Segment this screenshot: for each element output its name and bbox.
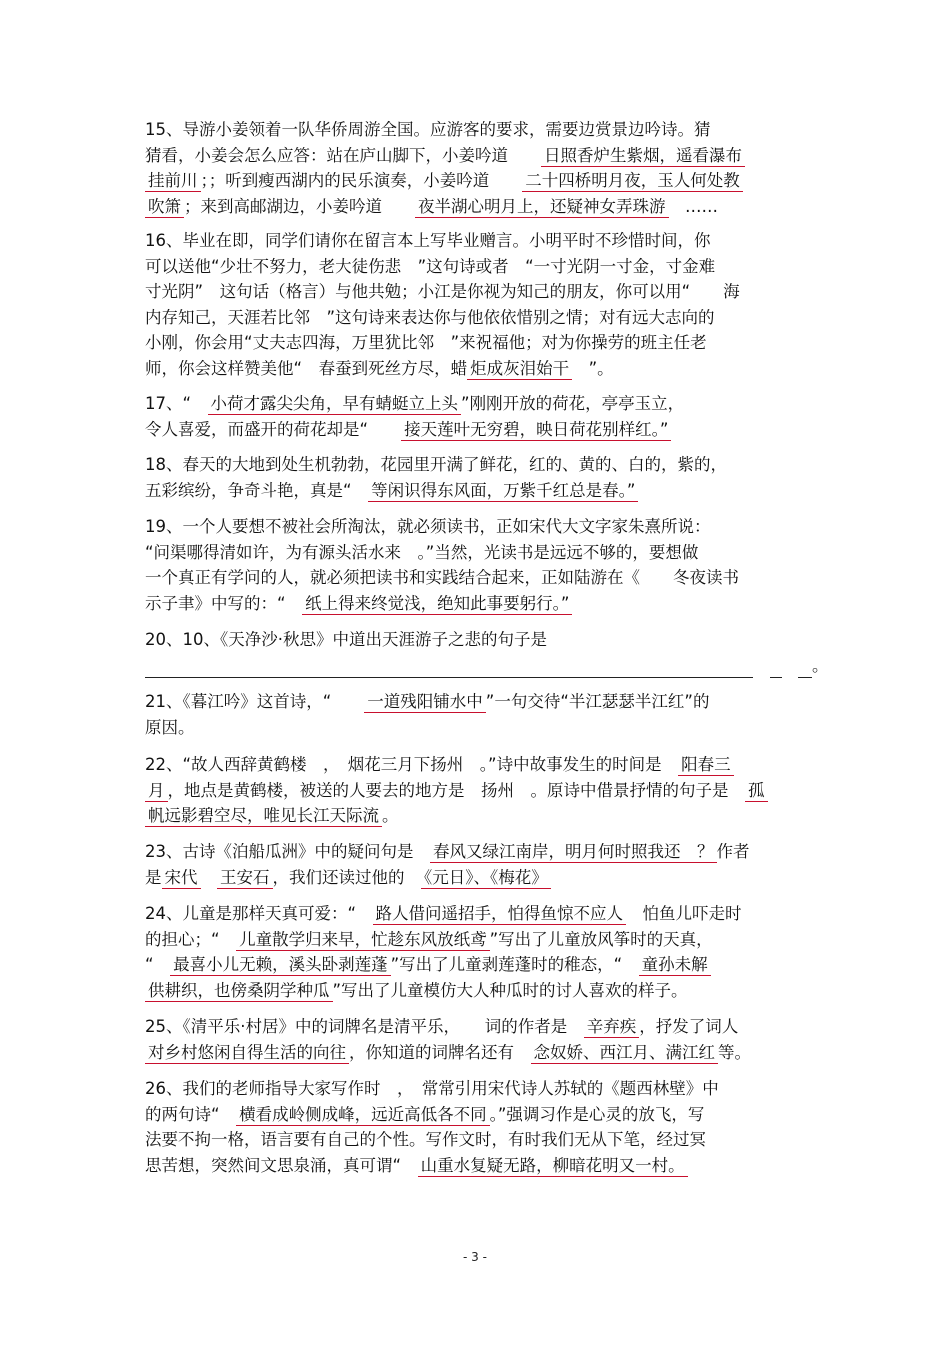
q15-answer: 挂前川 xyxy=(145,171,201,192)
q26-line-2 xyxy=(145,1102,810,1128)
q26-line-4 xyxy=(145,1153,810,1179)
question-17 xyxy=(145,391,810,442)
q24-text: ”写出了儿童模仿大人种瓜时的讨人喜欢的样子。 xyxy=(332,980,688,1000)
question-23 xyxy=(145,839,810,890)
question-24 xyxy=(145,901,810,1003)
q25-line-2 xyxy=(145,1040,810,1066)
q18-answer: 等闲识得东风面，万紫千红总是春。” xyxy=(368,481,638,502)
q21-answer: 一道残阳铺水中 xyxy=(364,692,486,713)
q20-line-1 xyxy=(145,627,810,653)
q24-answer: 供耕织，也傍桑阴学种瓜 xyxy=(145,981,333,1002)
q23-answer: 《元日》、《梅花》 xyxy=(421,868,551,889)
q17-text: ”刚刚开放的荷花，亭亭玉立， xyxy=(461,394,685,413)
q15-text: 猜看，小姜会怎么应答：站在庐山脚下，小姜吟道 xyxy=(145,145,508,165)
q16-line-2 xyxy=(145,254,810,280)
q20-line-2 xyxy=(145,653,829,679)
q19-text: 一个真正有学问的人，就必须把读书和实践结合起来，正如陆游在《 xyxy=(145,568,640,587)
q16-answer: 海 xyxy=(723,282,740,301)
q25-answer: 辛弃疾 xyxy=(584,1017,640,1038)
q16-answer: 少壮不努力，老大徒伤悲 xyxy=(219,256,402,276)
q25-answer: 对乡村悠闲自得生活的向往 xyxy=(145,1043,349,1064)
q23-answer: 宋代 xyxy=(162,868,201,889)
q25-text: ，抒发了词人 xyxy=(639,1017,739,1036)
q24-text: 怕鱼儿吓走时 xyxy=(642,904,742,923)
q21-text: 原因。 xyxy=(145,717,195,737)
q15-line-4 xyxy=(145,194,810,220)
q16-answer: 春蚕到死丝方尽，蜡 xyxy=(318,358,468,378)
q20-answer-blank xyxy=(145,659,753,678)
q17-answer: 接天莲叶无穷碧，映日荷花别样红。” xyxy=(401,420,671,441)
q24-answer: 路人借问遥招手，怕得鱼惊不应人 xyxy=(373,904,627,925)
q23-text: 作者 xyxy=(716,842,750,861)
q19-text: 示子聿》中写的：“ xyxy=(145,593,286,613)
q25-text: 等。 xyxy=(718,1042,751,1062)
q23-line-1 xyxy=(145,839,810,865)
q26-text: 26、我们的老师指导大家写作时 ， 常常引用宋代诗人苏轼的《题西林壁》中 xyxy=(145,1079,719,1098)
question-26 xyxy=(145,1076,810,1178)
q22-answer: 帆远影碧空尽，唯见长江天际流 xyxy=(145,806,382,827)
q21-text: ”一句交待“半江瑟瑟半江红”的 xyxy=(485,692,710,711)
q26-answer: 山重水复疑无路，柳暗花明又一村。 xyxy=(418,1156,688,1177)
q23-line-2 xyxy=(145,865,810,891)
q19-answer: 冬夜读书 xyxy=(673,568,739,587)
q17-answer: 小荷才露尖尖角，早有蜻蜓立上头 xyxy=(208,394,462,415)
q24-text: 的担心；“ xyxy=(145,929,220,949)
q17-text: 17、“ xyxy=(145,394,192,413)
q17-line-2 xyxy=(145,417,810,443)
q22-line-2 xyxy=(145,778,810,804)
q26-text: 。”强调习作是心灵的放飞，写 xyxy=(489,1104,705,1124)
q20-text: 。 xyxy=(812,655,829,675)
q15-answer: 夜半湖心明月上，还疑神女弄珠游 xyxy=(415,197,669,218)
q16-line-5 xyxy=(145,330,810,356)
q17-text: 令人喜爱，而盛开的荷花却是“ xyxy=(145,419,369,439)
q15-line-2 xyxy=(145,143,810,169)
q16-text: 小刚，你会用“ xyxy=(145,333,253,352)
q24-line-4 xyxy=(145,978,810,1004)
q25-answer: 念奴娇、西江月、满江红 xyxy=(531,1043,719,1064)
q16-answer: 丈夫志四海，万里犹比邻 xyxy=(252,333,435,352)
q26-answer: 横看成岭侧成峰，远近高低各不同 xyxy=(236,1105,490,1126)
q24-text: ”写出了儿童放风筝时的天真， xyxy=(489,929,713,949)
q24-line-1 xyxy=(145,901,810,927)
q23-answer: 王安石 xyxy=(217,868,273,889)
q23-text: 23、古诗《泊船瓜洲》中的疑问句是 xyxy=(145,842,414,861)
q16-answer: 内存知己，天涯若比邻 xyxy=(145,307,310,327)
q26-text: 思苦想，突然间文思泉涌，真可谓“ xyxy=(145,1155,402,1175)
q24-answer: 儿童散学归来早，忙趁东风放纸鸢 xyxy=(236,930,490,951)
question-15 xyxy=(145,117,810,219)
q19-line-1 xyxy=(145,514,810,540)
q19-answer: 纸上得来终觉浅，绝知此事要躬行。” xyxy=(302,594,572,615)
q16-line-3 xyxy=(145,279,810,305)
q15-text: ；；听到瘦西湖内的民乐演奏，小姜吟道 xyxy=(200,171,490,190)
q15-text: 15、导游小姜领着一队华侨周游全国。应游客的要求，需要边赏景边吟诗。猜 xyxy=(145,120,711,139)
q16-answer: 炬成灰泪始干 xyxy=(467,359,572,380)
q15-text: …… xyxy=(685,196,718,216)
q24-text: 24、儿童是那样天真可爱：“ xyxy=(145,904,357,923)
question-16 xyxy=(145,228,810,381)
q22-answer: 孤 xyxy=(745,781,768,802)
q20-answer-blank xyxy=(798,659,812,678)
q25-text: 25、《清平乐·村居》中的词牌名是清平乐， 词的作者是 xyxy=(145,1017,568,1036)
q20-text: 20、10、《天净沙·秋思》中道出天涯游子之悲的句子是 xyxy=(145,630,547,649)
question-21 xyxy=(145,689,810,740)
q18-line-2 xyxy=(145,478,810,504)
q16-text: 可以送他“ xyxy=(145,256,220,276)
q19-line-4 xyxy=(145,591,810,617)
q19-line-2 xyxy=(145,540,810,566)
q23-text: 是 xyxy=(145,867,162,887)
q26-line-3 xyxy=(145,1127,810,1153)
q22-text: 22、“故人西辞黄鹤楼 ， 烟花三月下扬州 。”诗中故事发生的时间是 xyxy=(145,755,662,774)
q22-answer: 阳春三 xyxy=(678,755,734,776)
q24-answer: 童孙未解 xyxy=(639,955,711,976)
q17-line-1 xyxy=(145,391,810,417)
q22-answer: 月 xyxy=(145,781,168,802)
q19-text: “问渠哪得清如许，为有源头活水来 。”当然，光读书是远远不够的，要想做 xyxy=(145,542,699,562)
q24-line-2 xyxy=(145,927,810,953)
q16-line-4 xyxy=(145,305,810,331)
q15-text: ；来到高邮湖边，小姜吟道 xyxy=(184,196,382,216)
q16-text: ”这句诗或者 xyxy=(417,256,509,276)
q22-text: 。 xyxy=(382,806,399,825)
q16-answer: 寸光阴” xyxy=(145,282,204,301)
q16-line-1 xyxy=(145,228,810,254)
q19-text: 19、一个人要想不被社会所淘汰，就必须读书，正如宋代大文字家朱熹所说： xyxy=(145,517,711,536)
q25-text: ，你知道的词牌名还有 xyxy=(349,1042,514,1062)
q21-line-2 xyxy=(145,715,810,741)
q15-answer: 二十四桥明月夜，玉人何处教 xyxy=(522,171,743,192)
q18-line-1 xyxy=(145,452,810,478)
q24-answer: 最喜小儿无赖，溪头卧剥莲蓬 xyxy=(170,955,391,976)
q23-text: ，我们还读过他的 xyxy=(272,867,405,887)
q15-answer: 日照香炉生紫烟，遥看瀑布 xyxy=(541,146,745,167)
q25-line-1 xyxy=(145,1014,810,1040)
q24-line-3 xyxy=(145,952,810,978)
question-18 xyxy=(145,452,810,503)
q26-text: 的两句诗“ xyxy=(145,1104,220,1124)
q16-text: 16、毕业在即，同学们请你在留言本上写毕业赠言。小明平时不珍惜时间，你 xyxy=(145,231,711,250)
q21-line-1 xyxy=(145,689,810,715)
q22-line-1 xyxy=(145,752,810,778)
q15-line-1 xyxy=(145,117,810,143)
q18-text: 五彩缤纷，争奇斗艳，真是“ xyxy=(145,480,352,500)
q26-line-1 xyxy=(145,1076,810,1102)
q21-text: 21、《暮江吟》这首诗，“ xyxy=(145,692,332,711)
q16-text: ”这句诗来表达你与他依依惜别之情；对有远大志向的 xyxy=(326,307,715,327)
q15-line-3 xyxy=(145,168,810,194)
question-20 xyxy=(145,627,829,678)
q19-line-3 xyxy=(145,565,810,591)
q22-line-3 xyxy=(145,803,810,829)
q16-text: 师，你会这样赞美他“ xyxy=(145,358,303,378)
q16-text: ”。 xyxy=(588,358,614,378)
q16-line-6 xyxy=(145,356,810,382)
q24-text: “ xyxy=(145,955,154,974)
q23-answer: 春风又绿江南岸，明月何时照我还 ？ xyxy=(430,842,717,863)
question-25 xyxy=(145,1014,810,1065)
q16-text: ”来祝福他；对为你操劳的班主任老 xyxy=(450,333,707,352)
question-19 xyxy=(145,514,810,616)
q26-text: 法要不拘一格，语言要有自己的个性。写作文时，有时我们无从下笔，经过冥 xyxy=(145,1130,706,1149)
question-22 xyxy=(145,752,810,829)
page-number: - 3 - xyxy=(463,1250,487,1264)
q20-answer-blank xyxy=(770,659,782,678)
q22-text: ，地点是黄鹤楼，被送的人要去的地方是 扬州 。原诗中借景抒情的句子是 xyxy=(167,780,729,800)
q16-text: 这句话（格言）与他共勉；小江是你视为知己的朋友，你可以用“ xyxy=(219,282,691,301)
q18-text: 18、春天的大地到处生机勃勃，花园里开满了鲜花，红的、黄的、白的，紫的， xyxy=(145,455,727,474)
q15-answer: 吹箫 xyxy=(145,197,184,218)
q16-answer: “一寸光阴一寸金，寸金难 xyxy=(525,256,716,276)
q24-text: ”写出了儿童剥莲蓬时的稚态，“ xyxy=(390,955,623,974)
